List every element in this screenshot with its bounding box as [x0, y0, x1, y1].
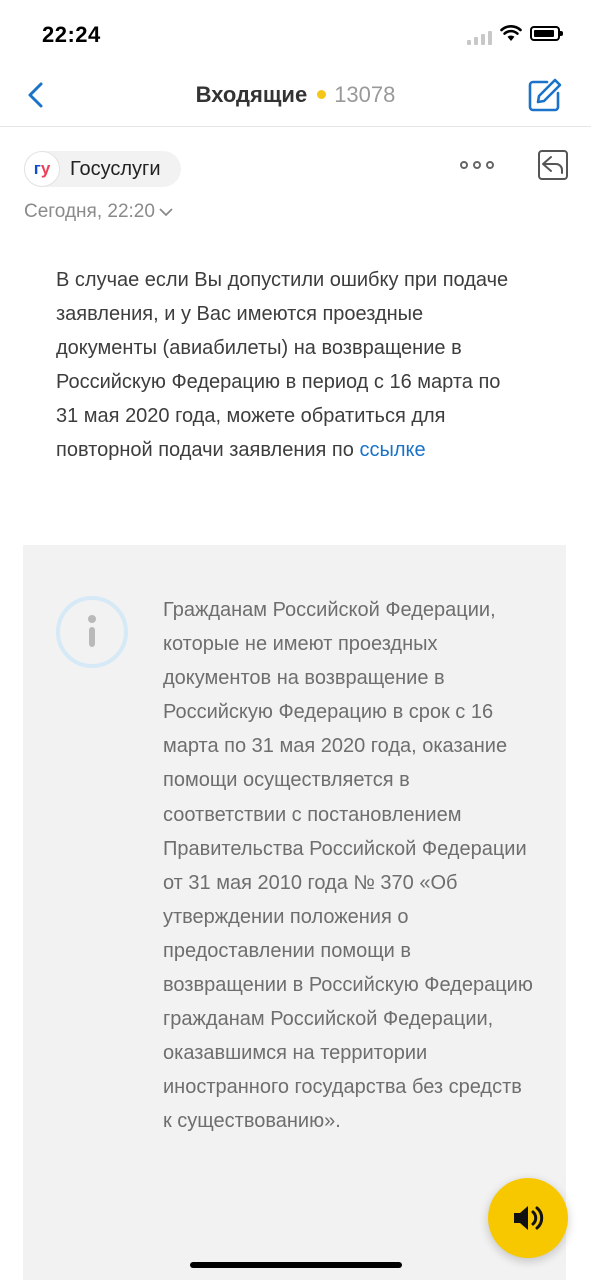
message-date[interactable] [24, 201, 173, 223]
nav-header [0, 70, 591, 127]
message-link[interactable]: ссылке [359, 439, 426, 461]
date-label: Сегодня, 22:20 [24, 201, 155, 222]
speaker-button[interactable] [488, 1178, 568, 1258]
reply-icon[interactable] [536, 148, 570, 182]
status-bar [0, 0, 591, 70]
chevron-down-icon [159, 207, 173, 217]
message-paragraph [56, 263, 526, 467]
home-indicator [190, 1262, 402, 1268]
sender-logo: г у [24, 151, 60, 187]
info-icon [56, 596, 128, 668]
folder-title [0, 82, 591, 108]
message-text: В случае если Вы допустили ошибку при подаче заявления, и у Вас имеются проездные документы (авиабилеты) на возвращение в Российскую Федерацию в период с 16 марта по 31 мая 2020 года, можете обратиться для повторной подачи заявления по [56, 269, 509, 461]
info-text: Гражданам Российской Федерации, которые не имеют проездных документов на возвращение в Российскую Федерацию в срок с 16 марта по 31 мая 2020 года, оказание помощи осуществляется в соответствии с постановлением Правительства Российской Федерации от 31 мая 2010 года № 370 «Об утверждении положения о предоставлении помощи в возвращении в Российскую Федерацию гражданам Российской Федерации, оказавшимся на территории иностранного государства без средств к существованию». [163, 599, 533, 1133]
status-time: 22:24 [42, 22, 101, 47]
more-icon[interactable] [460, 158, 494, 172]
folder-name: Входящие [195, 82, 308, 107]
battery-icon [530, 26, 560, 41]
compose-icon[interactable] [527, 77, 563, 113]
unread-count: 13078 [334, 82, 396, 107]
speaker-icon [508, 1198, 548, 1238]
signal-icon [467, 31, 495, 45]
sender-name: Госуслуги [70, 157, 161, 180]
wifi-icon [500, 24, 522, 42]
unread-dot [317, 90, 326, 99]
sender-chip[interactable] [24, 151, 181, 187]
